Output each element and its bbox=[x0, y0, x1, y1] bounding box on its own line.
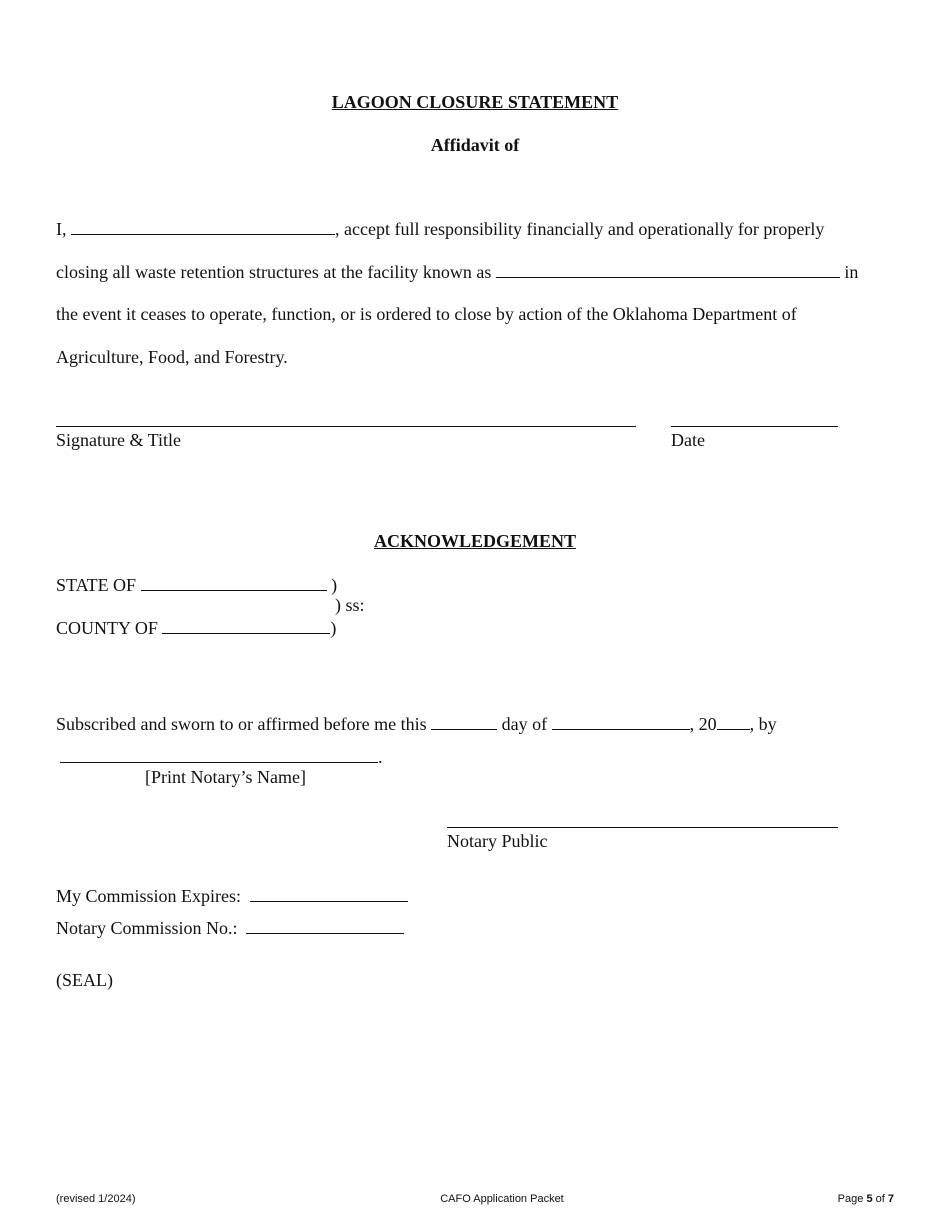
footer-page-prefix: Page bbox=[837, 1193, 864, 1205]
name-field[interactable] bbox=[71, 218, 335, 235]
sworn-by: , by bbox=[749, 714, 777, 734]
commission-no-label: Notary Commission No.: bbox=[56, 918, 238, 938]
sworn-year-prefix: , 20 bbox=[689, 714, 717, 734]
footer-revised: (revised 1/2024) bbox=[56, 1193, 136, 1205]
state-paren: ) bbox=[331, 575, 338, 595]
county-row bbox=[56, 617, 336, 639]
facility-name-field[interactable] bbox=[496, 261, 840, 278]
footer-page-current: 5 bbox=[866, 1193, 873, 1205]
year-field[interactable] bbox=[717, 713, 750, 730]
signature-label: Signature & Title bbox=[56, 430, 182, 450]
seal-label: (SEAL) bbox=[56, 970, 113, 990]
commission-no-field[interactable] bbox=[246, 917, 404, 934]
day-field[interactable] bbox=[431, 713, 497, 730]
document-title: LAGOON CLOSURE STATEMENT bbox=[331, 92, 619, 112]
acknowledgement-heading: ACKNOWLEDGEMENT bbox=[373, 531, 577, 551]
footer-page-number bbox=[838, 1193, 894, 1205]
state-row bbox=[56, 574, 337, 596]
footer-packet: CAFO Application Packet bbox=[440, 1193, 564, 1205]
state-field[interactable] bbox=[141, 574, 327, 591]
date-label: Date bbox=[671, 430, 705, 450]
affidavit-line1-suffix: , accept full responsibility financially and operationally for properly bbox=[335, 219, 825, 239]
sworn-row bbox=[56, 713, 777, 735]
notary-name-period: . bbox=[378, 747, 383, 767]
sworn-day-of: day of bbox=[501, 714, 548, 734]
affidavit-line2-suffix: in bbox=[844, 262, 859, 282]
commission-no-row bbox=[56, 917, 404, 939]
county-label: COUNTY OF bbox=[56, 618, 158, 638]
month-field[interactable] bbox=[552, 713, 690, 730]
affidavit-line-2 bbox=[56, 261, 858, 283]
footer-page-of: of bbox=[875, 1193, 885, 1205]
signature-line[interactable] bbox=[56, 426, 636, 427]
state-label: STATE OF bbox=[56, 575, 137, 595]
document-subtitle: Affidavit of bbox=[430, 135, 520, 155]
commission-expires-row bbox=[56, 885, 408, 907]
print-notary-name-label: [Print Notary’s Name] bbox=[145, 767, 306, 787]
sworn-prefix: Subscribed and sworn to or affirmed before me this bbox=[56, 714, 427, 734]
date-line[interactable] bbox=[671, 426, 838, 427]
commission-expires-label: My Commission Expires: bbox=[56, 886, 242, 906]
notary-signature-line[interactable] bbox=[447, 827, 838, 828]
notary-public-label: Notary Public bbox=[447, 831, 548, 851]
county-paren: ) bbox=[330, 618, 337, 638]
commission-expires-field[interactable] bbox=[250, 885, 408, 902]
notary-name-field[interactable] bbox=[60, 746, 378, 763]
affidavit-line1-prefix: I, bbox=[56, 219, 67, 239]
affidavit-line-4: Agriculture, Food, and Forestry. bbox=[56, 347, 288, 367]
ss-label: ) ss: bbox=[335, 595, 365, 615]
affidavit-line-3: the event it ceases to operate, function, or is ordered to close by action of the Oklahoma Department of bbox=[56, 304, 797, 324]
county-field[interactable] bbox=[162, 617, 330, 634]
footer-page-total: 7 bbox=[887, 1193, 894, 1205]
notary-name-row bbox=[60, 746, 383, 768]
affidavit-line-1 bbox=[56, 218, 824, 240]
affidavit-line2-prefix: closing all waste retention structures at the facility known as bbox=[56, 262, 492, 282]
